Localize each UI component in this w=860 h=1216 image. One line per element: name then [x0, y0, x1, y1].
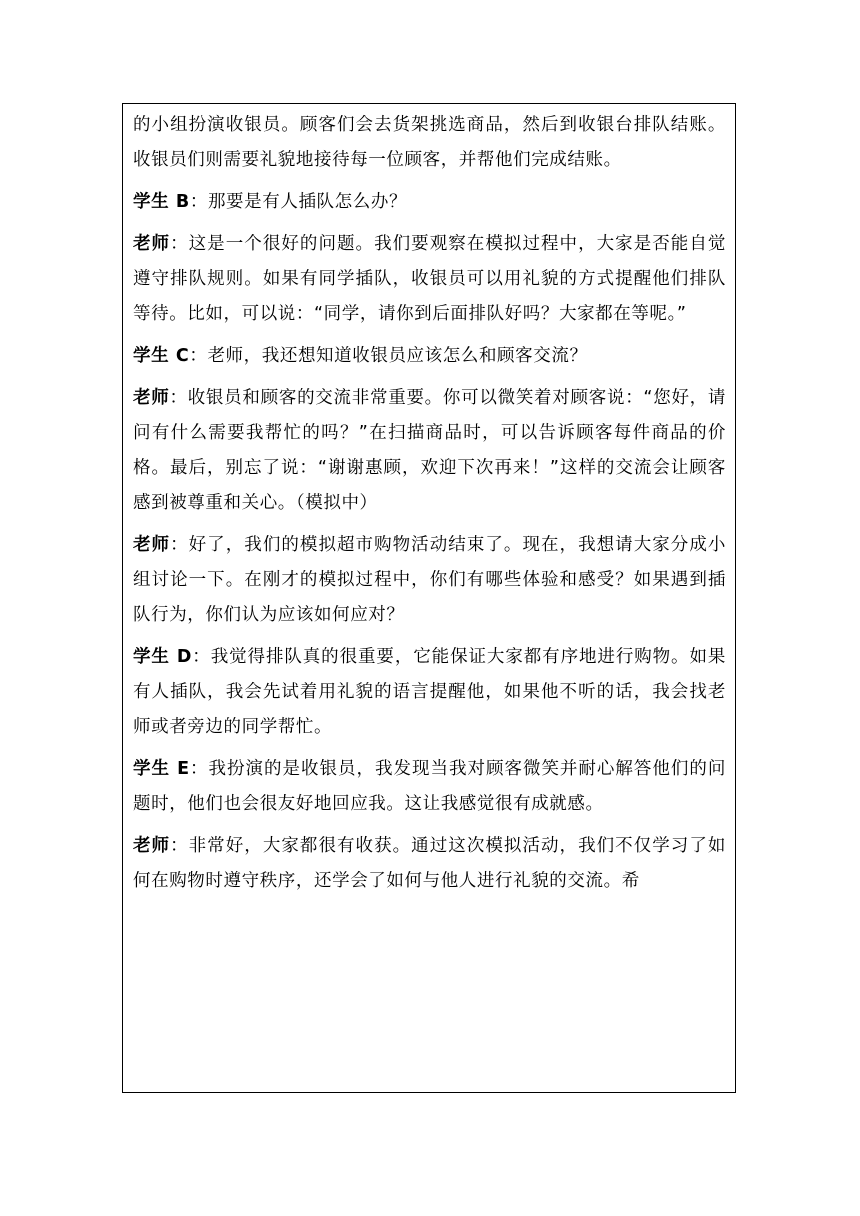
dialogue-paragraph	[133, 640, 726, 745]
dialogue-paragraph	[133, 381, 726, 521]
speaker-label: 老师	[133, 836, 171, 856]
dialogue-text: ：老师，我还想知道收银员应该怎么和顾客交流？	[189, 346, 588, 366]
dialogue-paragraph	[133, 227, 726, 332]
speaker-label: 学生 D	[133, 647, 192, 667]
dialogue-text: ：我扮演的是收银员，我发现当我对顾客微笑并耐心解答他们的问题时，他们也会很友好地回应我。这让我感觉很有成就感。	[133, 759, 726, 814]
speaker-label: 学生 B	[133, 192, 190, 212]
dialogue-transcript	[133, 108, 726, 906]
dialogue-text: 的小组扮演收银员。顾客们会去货架挑选商品，然后到收银台排队结账。收银员们则需要礼貌地接待每一位顾客，并帮他们完成结账。	[133, 115, 726, 170]
document-table-cell	[122, 103, 736, 1093]
dialogue-paragraph	[133, 339, 726, 374]
dialogue-text: ：那要是有人插队怎么办？	[189, 192, 408, 212]
dialogue-text: ：收银员和顾客的交流非常重要。你可以微笑着对顾客说：“您好，请问有什么需要我帮忙的吗？”在扫描商品时，可以告诉顾客每件商品的价格。最后，别忘了说：“谢谢惠顾，欢迎下次再来！”这样的交流会让顾客感到被尊重和关心。（模拟中）	[133, 388, 726, 513]
speaker-label: 老师	[133, 234, 171, 254]
speaker-label: 老师	[133, 535, 171, 555]
speaker-label: 老师	[133, 388, 170, 408]
dialogue-text: ：非常好，大家都很有收获。通过这次模拟活动，我们不仅学习了如何在购物时遵守秩序，还学会了如何与他人进行礼貌的交流。希	[133, 836, 726, 891]
dialogue-text: ：我觉得排队真的很重要，它能保证大家都有序地进行购物。如果有人插队，我会先试着用礼貌的语言提醒他，如果他不听的话，我会找老师或者旁边的同学帮忙。	[133, 647, 726, 737]
dialogue-paragraph	[133, 185, 726, 220]
dialogue-paragraph	[133, 108, 726, 178]
dialogue-text: ：好了，我们的模拟超市购物活动结束了。现在，我想请大家分成小组讨论一下。在刚才的模拟过程中，你们有哪些体验和感受？如果遇到插队行为，你们认为应该如何应对？	[133, 535, 726, 625]
dialogue-paragraph	[133, 752, 726, 822]
dialogue-paragraph	[133, 528, 726, 633]
dialogue-paragraph	[133, 829, 726, 899]
speaker-label: 学生 C	[133, 346, 190, 366]
speaker-label: 学生 E	[133, 759, 190, 779]
dialogue-text: ：这是一个很好的问题。我们要观察在模拟过程中，大家是否能自觉遵守排队规则。如果有同学插队，收银员可以用礼貌的方式提醒他们排队等待。比如，可以说：“同学，请你到后面排队好吗？大家都在等呢。”	[133, 234, 726, 324]
